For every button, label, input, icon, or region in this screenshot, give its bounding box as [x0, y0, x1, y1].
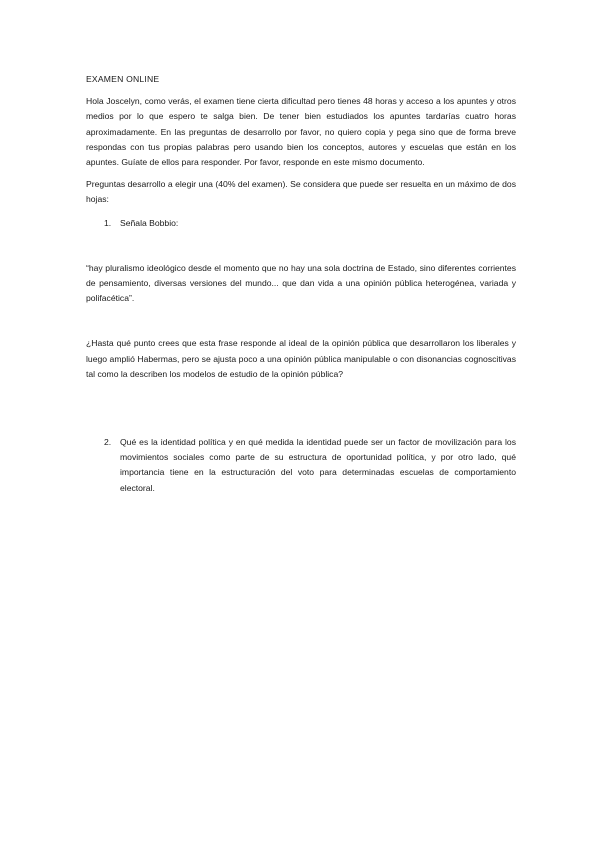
- bobbio-quote: “hay pluralismo ideológico desde el momento que no hay una sola doctrina de Estado, sino diferentes corrientes de pensamiento, diversas versiones del mundo... que dan vida a una opinión pública heterogénea, variada y polifacética”.: [86, 262, 516, 304]
- question-2-text: Qué es la identidad política y en qué medida la identidad puede ser un factor de movilización para los movimientos sociales como parte de su estructura de oportunidad política, y por otro lado, qué importancia tiene en la estructuración del voto para determinadas escuelas de comportamiento electoral.: [120, 437, 516, 493]
- question-1-heading: [86, 216, 516, 231]
- question-1-label: Señala Bobbio:: [120, 217, 179, 228]
- question-2: [86, 435, 516, 496]
- document-body: [86, 72, 516, 496]
- question-2-number: 2.: [104, 437, 112, 448]
- question-1-number: 1.: [104, 217, 112, 228]
- instructions-paragraph: Preguntas desarrollo a elegir una (40% del examen). Se considera que puede ser resuelta en un máximo de dos hojas:: [86, 179, 516, 205]
- question-1-prompt: ¿Hasta qué punto crees que esta frase responde al ideal de la opinión pública que desarrollaron los liberales y luego amplió Habermas, pero se ajusta poco a una opinión pública manipulable o con disonancias cognoscitivas tal como la describen los modelos de estudio de la opinión pública?: [86, 338, 516, 379]
- document-title: EXAMEN ONLINE: [86, 74, 160, 84]
- intro-paragraph: Hola Joscelyn, como verás, el examen tiene cierta dificultad pero tienes 48 horas y acceso a los apuntes y otros medios por lo que espero te salga bien. De tener bien estudiados los apuntes tardarías cuatro horas aproximadamente. En las preguntas de desarrollo por favor, no quiero copia y pega sino que de forma breve respondas con tus propias palabras pero usando bien los conceptos, autores y escuelas que están en los apuntes. Guíate de ellos para responder. Por favor, responde en este mismo documento.: [86, 96, 516, 168]
